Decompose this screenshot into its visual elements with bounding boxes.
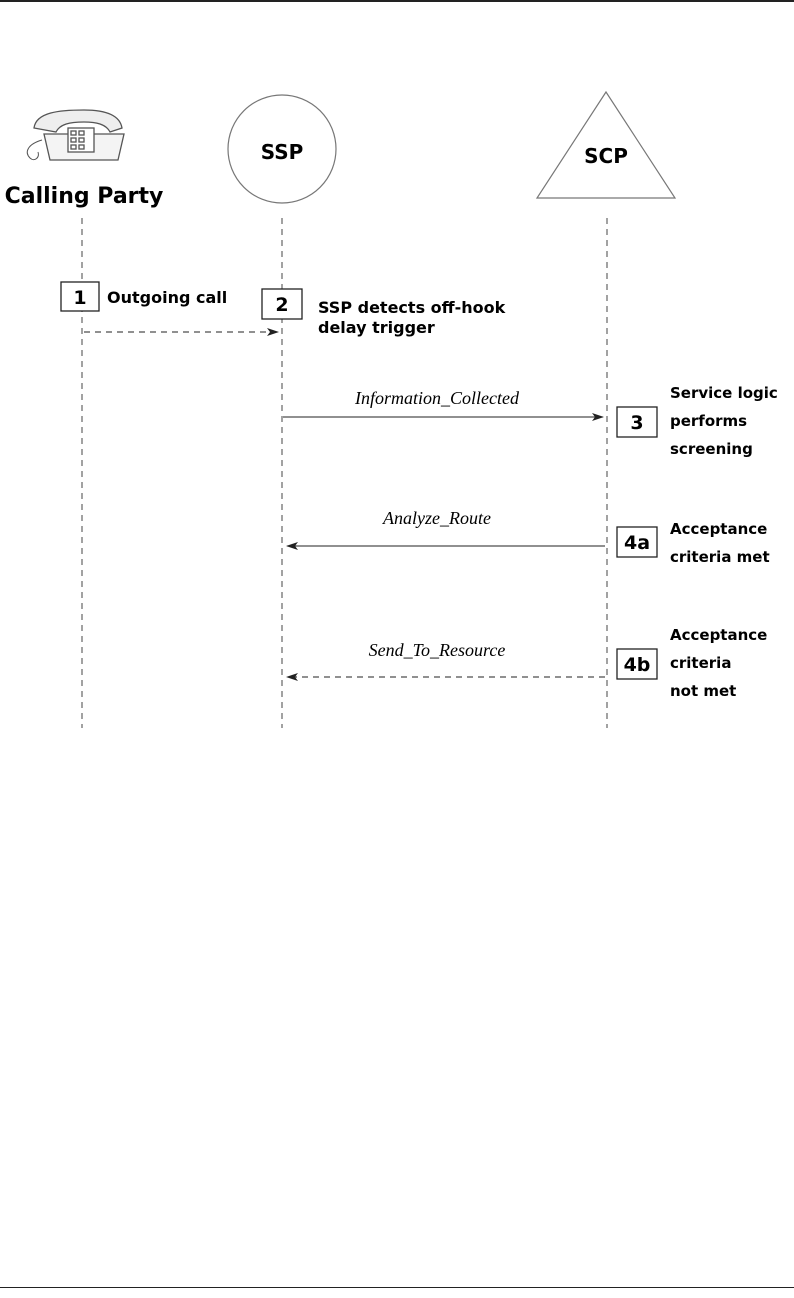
scp-label: SCP [584, 144, 628, 168]
step-1-number: 1 [73, 287, 87, 309]
send-to-resource-label: Send_To_Resource [368, 640, 506, 660]
information-collected-label: Information_Collected [355, 388, 519, 408]
telephone-icon [27, 110, 124, 160]
step-2-text-line-2: delay trigger [318, 318, 435, 337]
step-2-number: 2 [275, 294, 289, 316]
step-4b-number: 4b [623, 654, 651, 676]
ssp-label: SSP [260, 140, 304, 164]
step-4b-text-line-2: criteria [670, 654, 732, 672]
step-4a-text-line-1: Acceptance [670, 520, 768, 538]
step-4b-text-line-3: not met [670, 682, 737, 700]
analyze-route-label: Analyze_Route [383, 508, 491, 528]
step-3-text-line-2: performs [670, 412, 748, 430]
step-4a-text-line-2: criteria met [670, 548, 770, 566]
step-1-text: Outgoing call [107, 288, 228, 307]
step-3-text-line-3: screening [670, 440, 753, 458]
step-2-text-line-1: SSP detects off-hook [318, 298, 506, 317]
calling-party-label: Calling Party [4, 184, 164, 209]
step-3-number: 3 [630, 412, 644, 434]
bottom-rule [0, 1287, 794, 1288]
step-4a-number: 4a [623, 532, 651, 554]
step-4b-text-line-1: Acceptance [670, 626, 768, 644]
step-3-text-line-1: Service logic [670, 384, 778, 402]
